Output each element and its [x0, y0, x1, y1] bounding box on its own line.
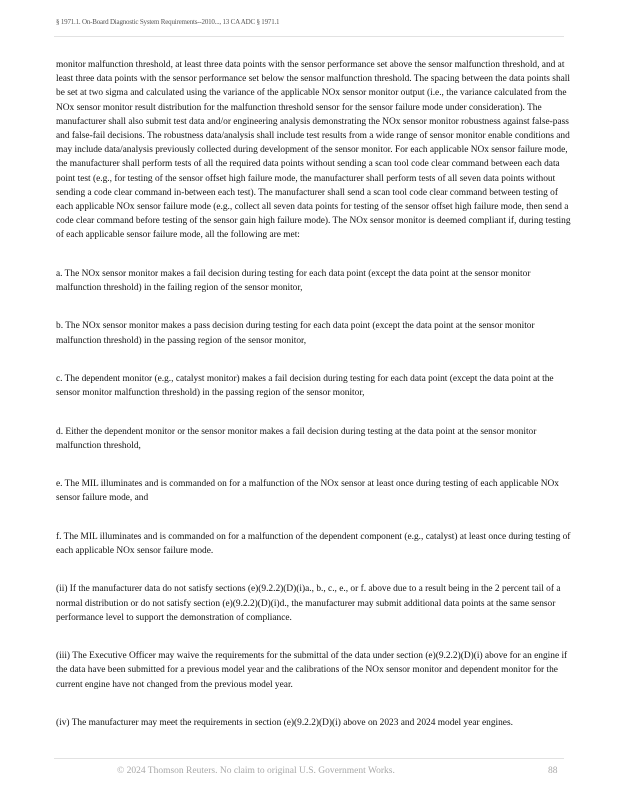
page-number: 88 [548, 766, 558, 776]
header-divider [54, 36, 564, 37]
copyright-notice: © 2024 Thomson Reuters. No claim to original U.S. Government Works. [117, 766, 395, 776]
list-item-e: e. The MIL illuminates and is commanded on for a malfunction of the NOx sensor at least once during testing of each applicable NOx sensor failure mode, and [56, 479, 559, 504]
list-item-f: f. The MIL illuminates and is commanded on for a malfunction of the dependent component (e.g., catalyst) at least once during testing of each applicable NOx sensor failure mode. [56, 531, 571, 556]
footer-divider [54, 758, 564, 759]
list-item-c: c. The dependent monitor (e.g., catalyst monitor) makes a fail decision during testing for each data point (except the data point at the sensor monitor malfunction threshold) in the passing region of the sensor monitor, [56, 374, 554, 399]
paragraph-iv: (iv) The manufacturer may meet the requirements in section (e)(9.2.2)(D)(i) above on 2023 and 2024 model year engines. [56, 717, 513, 728]
list-item-d: d. Either the dependent monitor or the sensor monitor makes a fail decision during testing at the data point at the sensor monitor malfunction threshold, [56, 426, 537, 451]
paragraph-iii: (iii) The Executive Officer may waive the requirements for the submittal of the data under section (e)(9.2.2)(D)(i) above for an engine if the data have been submitted for a previous model year and the calibrations of the NOx sensor monitor and dependent monitor for the current engine have not changed from the previous model year. [56, 651, 568, 690]
intro-paragraph: monitor malfunction threshold, at least three data points with the sensor performance set above the sensor malfunction threshold, and at least three data points with the sensor performance set below the sensor malfunction threshold. The spacing between the data points shall be set at two sigma and calculated using the variance of the applicable NOx sensor monitor output (i.e., the variance calculated from the NOx sensor monitor result distribution for the malfunction threshold sensor for the sensor failure mode under consideration). The manufacturer shall also submit test data and/or engineering analysis demonstrating the NOx sensor monitor robustness against false-pass and false-fail decisions. The robustness data/analysis shall include test results from a wide range of sensor monitor enable conditions and may include data/analysis previously collected during development of the sensor monitor. For each applicable NOx sensor failure mode, the manufacturer shall perform tests of all the required data points without sending a scan tool code clear command between each data point test (e.g., for testing of the sensor offset high failure mode, the manufacturer shall perform tests of all seven data points without sending a code clear command in-between each test). The manufacturer shall send a scan tool code clear command between testing of each applicable NOx sensor failure mode (e.g., collect all seven data points for testing of the sensor offset high failure mode, then send a code clear command before testing of the sensor gain high failure mode). The NOx sensor monitor is deemed compliant if, during testing of each applicable sensor failure mode, all the following are met: [56, 60, 571, 241]
paragraph-ii: (ii) If the manufacturer data do not satisfy sections (e)(9.2.2)(D)(i)a., b., c., e., or f. above due to a result being in the 2 percent tail of a normal distribution or do not satisfy section (e)(9.2.2)(D)(i)d., the manufacturer may submit additional data points at the same sensor performance level to support the demonstration of compliance. [56, 584, 561, 623]
list-item-a: a. The NOx sensor monitor makes a fail decision during testing for each data point (except the data point at the sensor monitor malfunction threshold) in the failing region of the sensor monitor, [56, 268, 531, 294]
running-header: § 1971.1. On-Board Diagnostic System Requirements--2010..., 13 CA ADC § 1971.1 [56, 18, 280, 26]
document-body [56, 58, 576, 730]
list-item-b: b. The NOx sensor monitor makes a pass decision during testing for each data point (except the data point at the sensor monitor malfunction threshold) in the passing region of the sensor monitor, [56, 321, 535, 346]
